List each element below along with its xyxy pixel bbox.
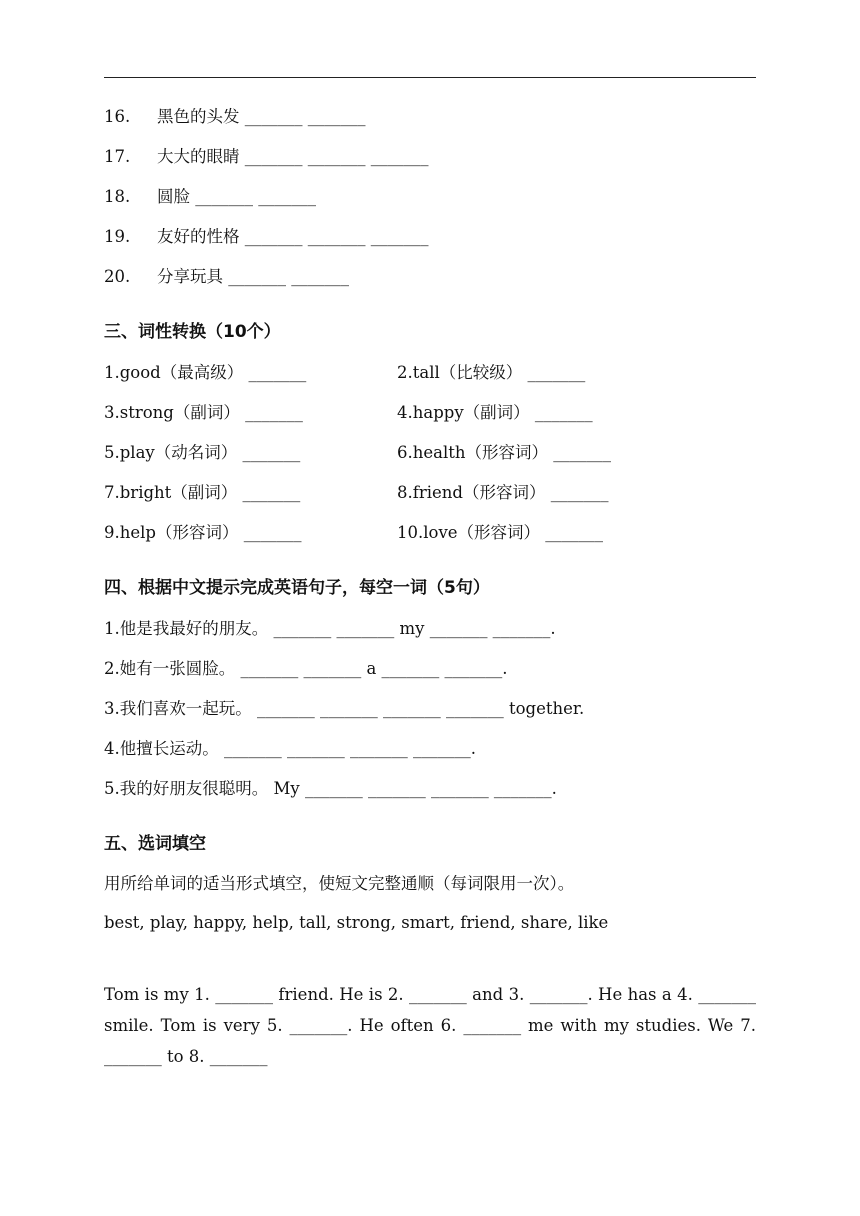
section-5-instruction: 用所给单词的适当形式填空，使短文完整通顺（每词限用一次）。 [104,874,575,893]
word-bank: best, play, happy, help, tall, strong, smart, friend, share, like [104,913,609,932]
vocab-item: 20. 分享玩具 _______ _______ [104,267,349,286]
conversion-item: 8.friend（形容词） _______ [397,483,609,502]
section-5-title: 五、选词填空 [104,834,206,854]
section-4-title: 四、根据中文提示完成英语句子，每空一词（5句） [104,578,490,598]
vocab-item: 18. 圆脸 _______ _______ [104,187,316,206]
conversion-item: 5.play（动名词） _______ [104,443,301,462]
conversion-item: 3.strong（副词） _______ [104,403,303,422]
conversion-item: 7.bright（副词） _______ [104,483,301,502]
conversion-item: 6.health（形容词） _______ [397,443,612,462]
conversion-item: 1.good（最高级） _______ [104,363,307,382]
conversion-item: 2.tall（比较级） _______ [397,363,586,382]
sentence-item: 1.他是我最好的朋友。 _______ _______ my _______ _______. [104,619,556,638]
sentence-item: 5.我的好朋友很聪明。 My _______ _______ _______ _______. [104,779,557,798]
conversion-item: 9.help（形容词） _______ [104,523,302,542]
conversion-item: 4.happy（副词） _______ [397,403,593,422]
vocab-item: 19. 友好的性格 _______ _______ _______ [104,227,429,246]
sentence-item: 2.她有一张圆脸。 _______ _______ a _______ _______. [104,659,508,678]
header-rule [104,77,756,78]
sentence-item: 4.他擅长运动。 _______ _______ _______ _______. [104,739,476,758]
vocab-item: 17. 大大的眼睛 _______ _______ _______ [104,147,429,166]
vocab-item: 16. 黑色的头发 _______ _______ [104,107,366,126]
passage: Tom is my 1. _______ friend. He is 2. _______ and 3. _______. He has a 4. _______ smile. Tom is very 5. _______. He often 6. _______ me with my studies. We 7. _______ to 8. _______ [104,985,756,1066]
sentence-item: 3.我们喜欢一起玩。 _______ _______ _______ _______ together. [104,699,585,718]
section-3-title: 三、词性转换（10个） [104,322,281,342]
conversion-item: 10.love（形容词） _______ [397,523,604,542]
